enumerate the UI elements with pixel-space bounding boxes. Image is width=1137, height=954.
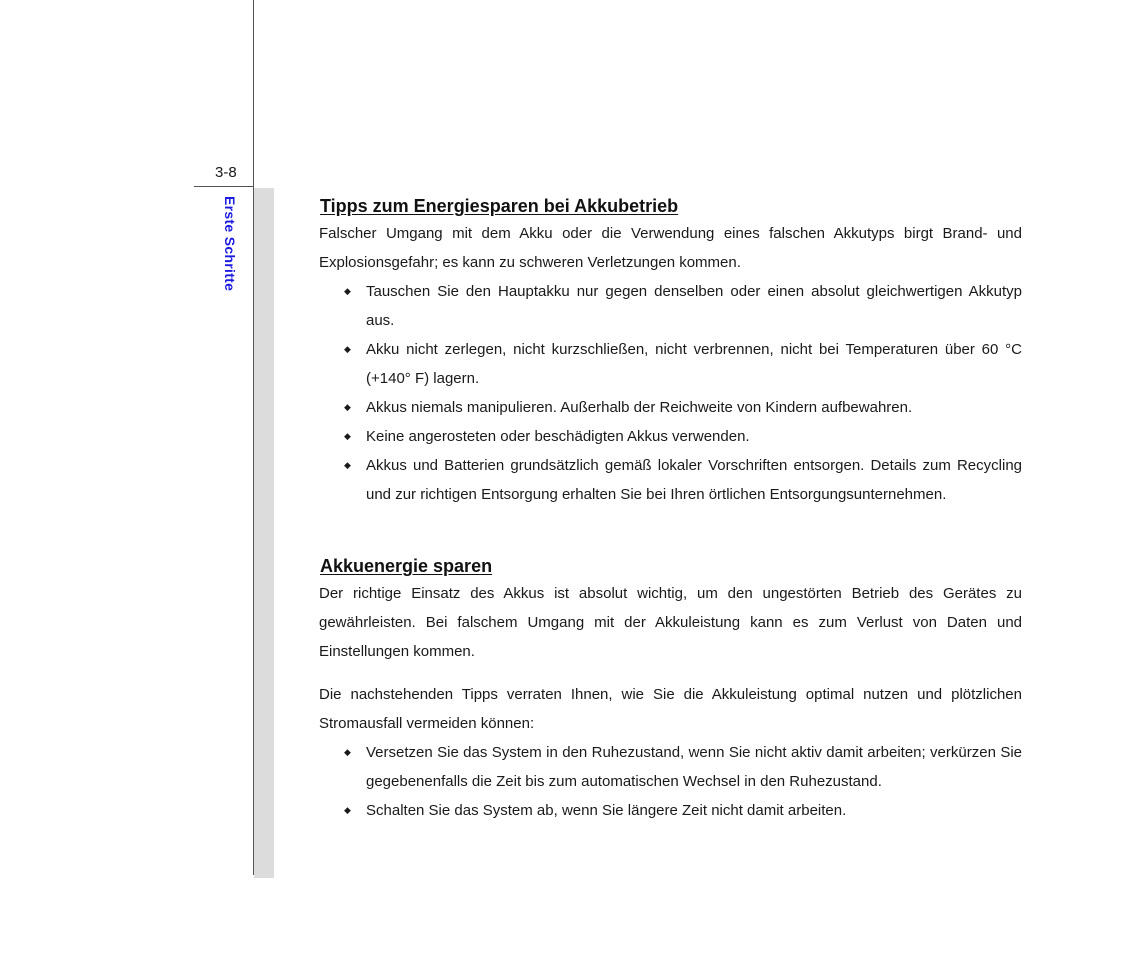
list-item bbox=[319, 796, 1022, 825]
section-paragraph-1: Der richtige Einsatz des Akkus ist absolut wichtig, um den ungestörten Betrieb des Gerätes zu gewährleisten. Bei falschem Umgang mit der Akkuleistung kann es zum Verlust von Daten und Einstellungen kommen. bbox=[319, 585, 1022, 660]
list-item-text: Keine angerosteten oder beschädigten Akkus verwenden. bbox=[366, 428, 750, 445]
page-number: 3-8 bbox=[215, 164, 237, 181]
chapter-side-label: Erste Schritte bbox=[222, 196, 238, 292]
diamond-bullet-icon: ◆ bbox=[344, 431, 351, 441]
list-item bbox=[319, 422, 1022, 451]
diamond-bullet-icon: ◆ bbox=[344, 747, 351, 757]
diamond-bullet-icon: ◆ bbox=[344, 402, 351, 412]
battery-saving-list bbox=[319, 738, 1022, 825]
battery-safety-list bbox=[319, 277, 1022, 509]
section-heading-energy-tips: Tipps zum Energiesparen bei Akkubetrieb bbox=[320, 196, 679, 216]
list-item-text: Akku nicht zerlegen, nicht kurzschließen, nicht verbrennen, nicht bei Temperaturen über 60 °C (+140° F) lagern. bbox=[366, 341, 1022, 387]
list-item-text: Tauschen Sie den Hauptakku nur gegen denselben oder einen absolut gleichwertigen Akkutyp aus. bbox=[366, 283, 1022, 329]
list-item bbox=[319, 335, 1022, 393]
diamond-bullet-icon: ◆ bbox=[344, 286, 351, 296]
list-item-text: Akkus niemals manipulieren. Außerhalb der Reichweite von Kindern aufbewahren. bbox=[366, 399, 913, 416]
margin-gray-band bbox=[254, 188, 274, 878]
list-item bbox=[319, 277, 1022, 335]
list-item-text: Versetzen Sie das System in den Ruhezustand, wenn Sie nicht aktiv damit arbeiten; verkürzen Sie gegebenenfalls die Zeit bis zum automatischen Wechsel in den Ruhezustand. bbox=[366, 744, 1022, 790]
paragraph-spacer bbox=[319, 666, 1022, 680]
diamond-bullet-icon: ◆ bbox=[344, 460, 351, 470]
diamond-bullet-icon: ◆ bbox=[344, 344, 351, 354]
list-item-text: Akkus und Batterien grundsätzlich gemäß lokaler Vorschriften entsorgen. Details zum Recycling und zur richtigen Entsorgung erhalten Sie bei Ihren örtlichen Entsorgungsunternehmen. bbox=[366, 457, 1022, 503]
section-intro-paragraph: Falscher Umgang mit dem Akku oder die Verwendung eines falschen Akkutyps birgt Brand- und Explosionsgefahr; es kann zu schweren Verletzungen kommen. bbox=[319, 225, 1022, 271]
section-heading-save-battery: Akkuenergie sparen bbox=[320, 556, 493, 576]
list-item bbox=[319, 738, 1022, 796]
list-item bbox=[319, 451, 1022, 509]
section-spacer bbox=[319, 509, 1022, 553]
list-item-text: Schalten Sie das System ab, wenn Sie längere Zeit nicht damit arbeiten. bbox=[366, 802, 847, 819]
page-content bbox=[319, 193, 1022, 825]
page-number-rule bbox=[194, 186, 254, 187]
section-paragraph-2: Die nachstehenden Tipps verraten Ihnen, wie Sie die Akkuleistung optimal nutzen und plötzlichen Stromausfall vermeiden können: bbox=[319, 686, 1022, 732]
diamond-bullet-icon: ◆ bbox=[344, 805, 351, 815]
list-item bbox=[319, 393, 1022, 422]
